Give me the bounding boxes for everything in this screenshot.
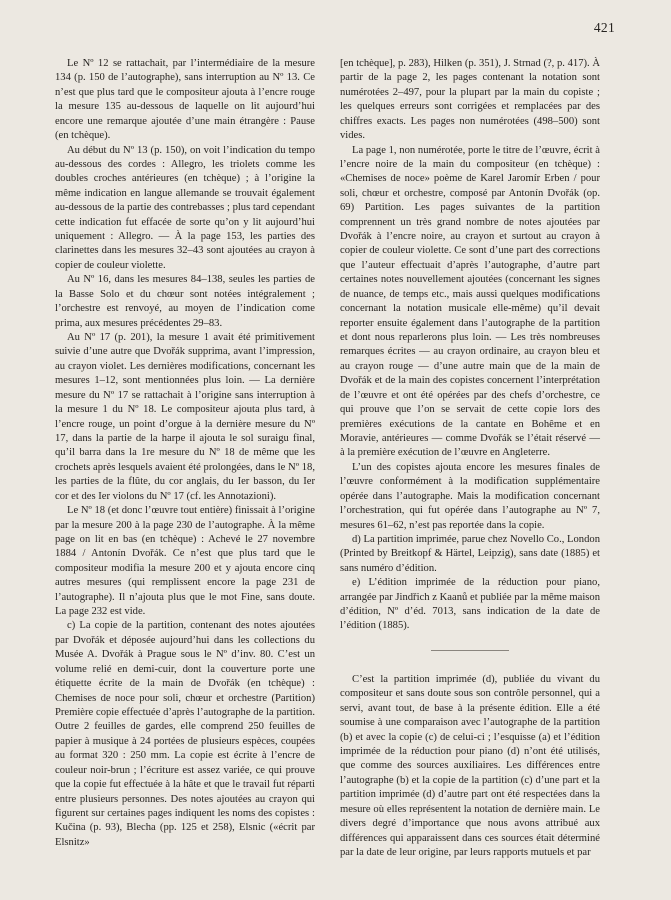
paragraph-no16: Au Nº 16, dans les mesures 84–138, seules les parties de la Basse Solo et du chœur sont notées intégralement ; l’orchestre est renvoyé, au moyen de l’indication come prima, aux mesures précédentes 29–83.: [55, 274, 315, 329]
section-divider: [431, 650, 509, 651]
paragraph-title-page: La page 1, non numérotée, porte le titre de l’œuvre, écrit à l’encre noire de la main du compositeur (en tchèque) : «Chemises de noce» poème de Karel Jaromír Erben / pour soli, chœur et orchestre, composé par Antonín Dvořák (op. 69) Partition. Les pages suivantes de la partition comprennent un très grand nombre de notes ajoutées par Dvořák à l’encre noire, au crayon et surtout au crayon à copier de couleur violette. Ce sont d’une part des corrections que l’auteur effectuait d’après l’autographe, d’autre part certaines notes nouvellement ajoutées (concernant les signes de nuance, de temps etc., mais aussi quelques modifications concernant la notation musicale elle-même) qu’il devait reporter ensuite également dans l’autographe de la partition et dont nous reparlerons plus loin. — Les très nombreuses remarques écrites — au crayon ordinaire, au crayon bleu et au crayon rouge — d’une autre main que de la main de Dvořák et de la main des copistes concernent l’interprétation de l’œuvre et ont été opérées par des chefs d’orchestre, ce qui prouve que l’on se servait de cette copie lors des premières exécutions de la cantate en Bohême et en Moravie, antérieures — comme Dvořák se l’était réservé — à la première exécution de l’œuvre en Angleterre.: [340, 144, 600, 459]
paragraph-no17: Au Nº 17 (p. 201), la mesure 1 avait été primitivement suivie d’une autre que Dvořák supprima, avant l’impression, au crayon violet. Les dernières modifications, concernant les mesures 1–12, sont mentionnées plus loin. — La dernière mesure du Nº 17 se rattachait à l’origine sans interruption à la mesure 1 du Nº 18. Le compositeur ajouta plus tard, à l’encre rouge, un point d’orgue à la dernière mesure du Nº 17, dans la partie de la harpe il ajouta le sol suraigu final, qu’il barra dans la 1re mesure du Nº 18 de même que les crochets après lesquels avaient été prolongées, dans le Nº 18, les parties de la flûte, du cor anglais, du Ier basson, du Ier cor et des Ier violons du Nº 17 (cf. les Annotazioni).: [55, 332, 315, 502]
paragraph-no12: Le Nº 12 se rattachait, par l’intermédiaire de la mesure 134 (p. 150 de l’autographe), sans interruption au Nº 13. Ce n’est que plus tard que le compositeur ajouta à l’encre rouge la mesure 135 au-dessous de laquelle on lit aujourd’hui encore une remarque ajoutée d’une main étrangère : Pause (en tchèque).: [55, 58, 315, 142]
paragraph-source-d: d) La partition imprimée, parue chez Novello Co., London (Printed by Breitkopf & Härtel, Leipzig), sans date (1885) et sans numéro d’édition.: [340, 533, 600, 574]
left-column: [55, 57, 315, 850]
paragraph-no13: Au début du Nº 13 (p. 150), on voit l’indication du tempo au-dessous des cordes : Allegro, les triolets comme les doubles croches antérieures (en tchèque) ; à l’origine la même indication en langue allemande se trouvait également au-dessous de la partie des contrebasses ; plus tard cependant cette indication fut effacée de sorte qu’on y lit aujourd’hui uniquement : Allegro. — À la page 153, les parties des clarinettes dans les mesures 32–43 sont ajoutées au crayon à copier de couleur violette.: [55, 144, 315, 271]
paragraph-edition-basis: C’est la partition imprimée (d), publiée du vivant du compositeur et sans doute sous son contrôle personnel, qui a servi, avant tout, de base à la présente édition. Elle a été soumise à une comparaison avec l’autographe de la partition (b) et avec la copie (c) de celui-ci ; l’esquisse (a) et l’édition imprimée de la réduction pour piano (d) n’ont été utilisés, que comme des sources auxiliaires. Les différences entre l’autographe (b) et la copie de la partition (c) d’une part et la partition imprimée (d) d’autre part ont été respectées dans la mesure où elles représentent la notation de dernière main. Le divers degré d’importance que nous avons attribué aux différences qui apparaissent dans ces sources était déterminé par la date de leur origine, par leurs rapports mutuels et par: [340, 673, 600, 858]
right-column: [340, 57, 600, 860]
paragraph-copyists: [en tchèque], p. 283), Hilken (p. 351), J. Strnad (?, p. 417). À partir de la page 2, les pages contenant la notation sont numérotées 2–497, pour la plupart par la main du copiste ; les quelques erreurs sont corrigées et remplacées par des chiffres exacts. Les pages non numérotées (498–500) sont vides.: [340, 58, 600, 142]
paragraph-final-measures: L’un des copistes ajouta encore les mesures finales de l’œuvre conformément à la modification supplémentaire opérée dans l’autographe. Mais la modification concernant l’orchestration, qui fut opérée dans l’autographe au Nº 7, mesures 61–62, n’est pas reportée dans la copie.: [340, 461, 600, 531]
paragraph-no18: Le Nº 18 (et donc l’œuvre tout entière) finissait à l’origine par la mesure 200 à la page 230 de l’autographe. À la même page on lit en bas (en tchèque) : Achevé le 27 novembre 1884 / Antonín Dvořák. Ce n’est que plus tard que le compositeur modifia la mesure 200 et y ajouta encore cinq autres mesures (qui remplissent encore la page 231 de l’autographe). Il n’ajouta plus que le mot Fine, sans doute. La page 232 est vide.: [55, 505, 315, 618]
paragraph-source-c: c) La copie de la partition, contenant des notes ajoutées par Dvořák et déposée aujourd’hui dans les collections du Musée A. Dvořák à Prague sous le Nº d’inv. 80. C’est un volume relié en demi-cuir, dont la couverture porte une étiquette écrite de la main de Dvořák (en tchèque) : Chemises de noce pour soli, chœur et orchestre (Partition) Première copie effectuée d’après l’autographe de la partition. Outre 2 feuilles de gardes, elle comprend 250 feuilles de papier à musique à 24 portées de plusieurs espèces, coupées au format 320 : 250 mm. La copie est écrite à l’encre de couleur noir-brun ; l’écriture est assez variée, ce qui prouve que la copie fut effectuée à la hâte et que le travail fut réparti entre plusieurs personnes. Des notes ajoutées au crayon qui figurent sur certaines pages indiquent les noms des copistes : Kučina (p. 93), Blecha (pp. 125 et 258), Elsnic («écrit par Elsnitz»: [55, 620, 315, 848]
paragraph-source-e: e) L’édition imprimée de la réduction pour piano, arrangée par Jindřich z Kaanů et publiée par la même maison d’édition, Nº d’éd. 7013, sans indication de la date de l’édition (1885).: [340, 577, 600, 632]
page-number: 421: [593, 20, 615, 35]
